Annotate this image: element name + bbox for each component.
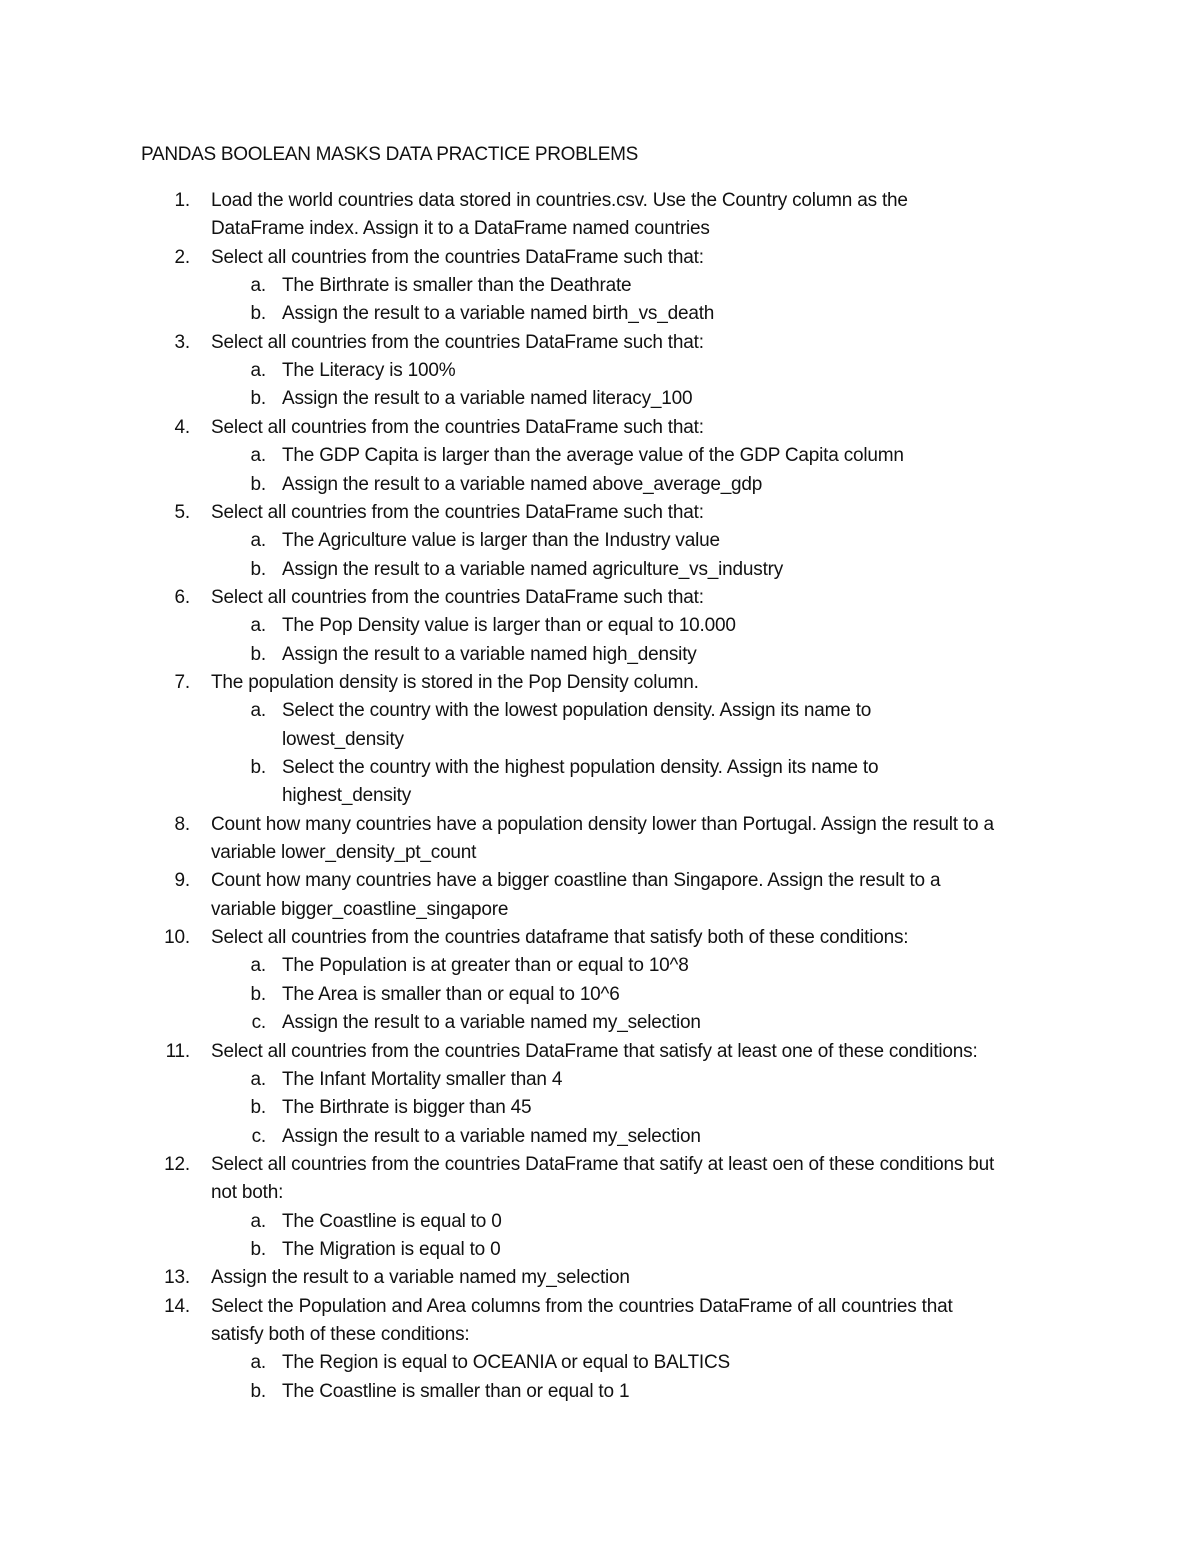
problem-text: variable bigger_coastline_singapore xyxy=(211,899,509,920)
problem-text: Count how many countries have a bigger coastline than Singapore. Assign the result to a xyxy=(211,870,941,891)
sub-item-letter: a. xyxy=(250,530,266,551)
sub-item-letter: c. xyxy=(251,1012,266,1033)
problem-text: Load the world countries data stored in countries.csv. Use the Country column as the xyxy=(211,190,908,211)
problem-text: not both: xyxy=(211,1182,284,1203)
problem-number: 10. xyxy=(164,927,190,948)
sub-item-letter: a. xyxy=(250,1352,266,1373)
problem-text: variable lower_density_pt_count xyxy=(211,842,477,863)
sub-item-letter: a. xyxy=(250,1211,266,1232)
problem-text: Assign the result to a variable named my_selection xyxy=(211,1267,630,1288)
sub-item-text: The Area is smaller than or equal to 10^6 xyxy=(282,984,620,1005)
sub-item-letter: a. xyxy=(250,360,266,381)
sub-item-text: Select the country with the highest population density. Assign its name to xyxy=(282,757,879,778)
problem-number: 1. xyxy=(174,190,190,211)
problem-number: 12. xyxy=(164,1154,190,1175)
problem-number: 3. xyxy=(174,332,190,353)
sub-item-letter: b. xyxy=(250,559,266,580)
sub-item-text: Assign the result to a variable named literacy_100 xyxy=(282,388,693,409)
sub-item-letter: a. xyxy=(250,445,266,466)
sub-item-text: The Coastline is equal to 0 xyxy=(282,1211,502,1232)
sub-item-letter: b. xyxy=(250,1097,266,1118)
problem-number: 4. xyxy=(174,417,190,438)
problem-text: Select all countries from the countries dataframe that satisfy both of these conditions: xyxy=(211,927,909,948)
sub-item-text: The Population is at greater than or equal to 10^8 xyxy=(282,955,689,976)
sub-item-text: The Birthrate is smaller than the Deathrate xyxy=(282,275,632,296)
problem-text: Select all countries from the countries DataFrame such that: xyxy=(211,587,704,608)
sub-item-letter: b. xyxy=(250,474,266,495)
sub-item-letter: a. xyxy=(250,615,266,636)
sub-item-text: The Migration is equal to 0 xyxy=(282,1239,501,1260)
problem-number: 14. xyxy=(164,1296,190,1317)
problem-text: DataFrame index. Assign it to a DataFrame named countries xyxy=(211,218,710,239)
sub-item-text: The GDP Capita is larger than the average value of the GDP Capita column xyxy=(282,445,904,466)
sub-item-letter: c. xyxy=(251,1126,266,1147)
problem-number: 7. xyxy=(174,672,190,693)
sub-item-text: Assign the result to a variable named high_density xyxy=(282,644,697,665)
problem-number: 2. xyxy=(174,247,190,268)
problem-number: 6. xyxy=(174,587,190,608)
page-title: PANDAS BOOLEAN MASKS DATA PRACTICE PROBLEMS xyxy=(141,144,639,165)
sub-item-text: The Agriculture value is larger than the Industry value xyxy=(282,530,720,551)
sub-item-text: Assign the result to a variable named above_average_gdp xyxy=(282,474,763,495)
problem-number: 13. xyxy=(164,1267,190,1288)
sub-item-text: highest_density xyxy=(282,785,412,806)
problem-number: 9. xyxy=(174,870,190,891)
sub-item-letter: a. xyxy=(250,700,266,721)
sub-item-text: Assign the result to a variable named my_selection xyxy=(282,1126,701,1147)
sub-item-text: Assign the result to a variable named my_selection xyxy=(282,1012,701,1033)
sub-item-text: The Literacy is 100% xyxy=(282,360,456,381)
sub-item-letter: b. xyxy=(250,1381,266,1402)
problem-number: 11. xyxy=(165,1041,190,1062)
problem-text: The population density is stored in the Pop Density column. xyxy=(211,672,699,693)
problem-text: Select the Population and Area columns from the countries DataFrame of all countries that xyxy=(211,1296,953,1317)
problem-text: Select all countries from the countries DataFrame that satify at least oen of these conditions but xyxy=(211,1154,995,1175)
problem-number: 8. xyxy=(174,814,190,835)
sub-item-text: Assign the result to a variable named agriculture_vs_industry xyxy=(282,559,784,580)
problem-text: Select all countries from the countries DataFrame that satisfy at least one of these conditions: xyxy=(211,1041,978,1062)
problem-text: Select all countries from the countries DataFrame such that: xyxy=(211,332,704,353)
sub-item-text: The Pop Density value is larger than or equal to 10.000 xyxy=(282,615,736,636)
sub-item-letter: a. xyxy=(250,955,266,976)
problem-text: Count how many countries have a population density lower than Portugal. Assign the result to a xyxy=(211,814,994,835)
sub-item-letter: b. xyxy=(250,1239,266,1260)
sub-item-letter: b. xyxy=(250,644,266,665)
sub-item-letter: a. xyxy=(250,1069,266,1090)
sub-item-text: Select the country with the lowest population density. Assign its name to xyxy=(282,700,872,721)
sub-item-letter: a. xyxy=(250,275,266,296)
problem-text: Select all countries from the countries DataFrame such that: xyxy=(211,502,704,523)
problem-text: satisfy both of these conditions: xyxy=(211,1324,470,1345)
sub-item-text: lowest_density xyxy=(282,729,404,750)
sub-item-text: The Coastline is smaller than or equal to 1 xyxy=(282,1381,630,1402)
sub-item-letter: b. xyxy=(250,388,266,409)
sub-item-letter: b. xyxy=(250,984,266,1005)
sub-item-text: Assign the result to a variable named birth_vs_death xyxy=(282,303,715,324)
problem-text: Select all countries from the countries DataFrame such that: xyxy=(211,247,704,268)
sub-item-text: The Infant Mortality smaller than 4 xyxy=(282,1069,563,1090)
sub-item-text: The Birthrate is bigger than 45 xyxy=(282,1097,532,1118)
sub-item-letter: b. xyxy=(250,303,266,324)
sub-item-letter: b. xyxy=(250,757,266,778)
sub-item-text: The Region is equal to OCEANIA or equal to BALTICS xyxy=(282,1352,730,1373)
problem-text: Select all countries from the countries DataFrame such that: xyxy=(211,417,704,438)
problem-number: 5. xyxy=(174,502,190,523)
